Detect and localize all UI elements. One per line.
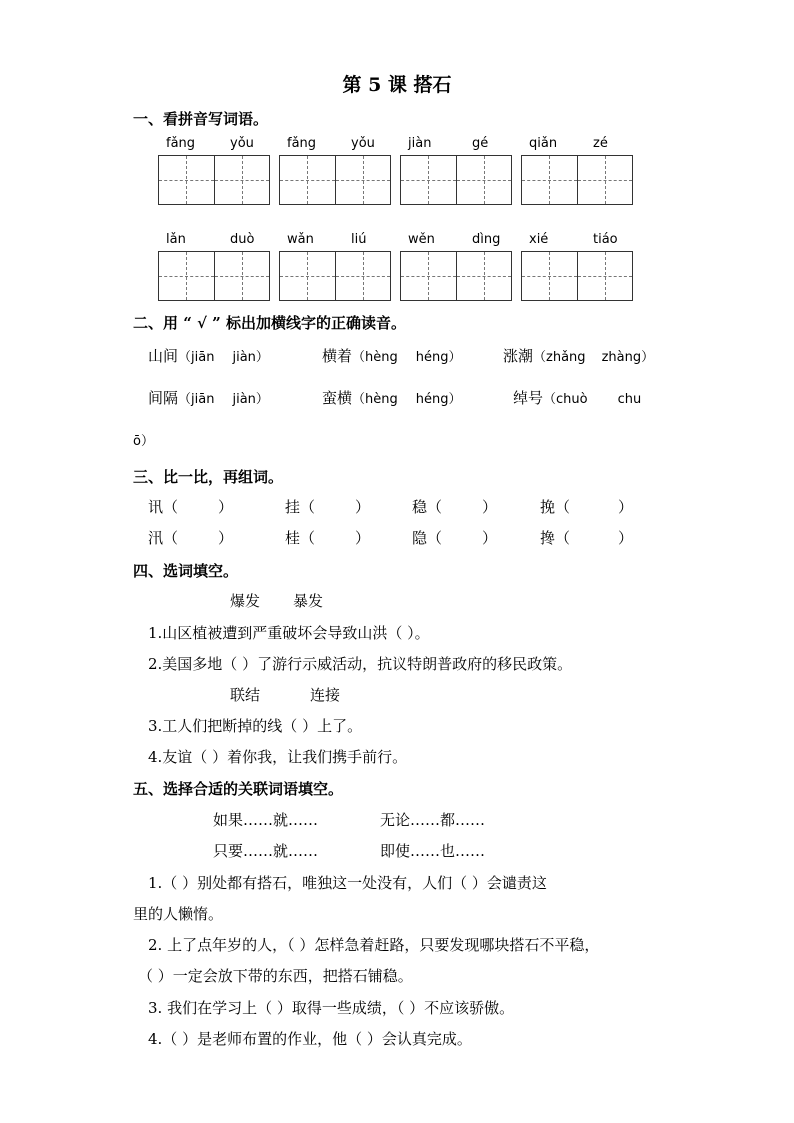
compare-item: 挽（ ） bbox=[540, 498, 634, 516]
pinyin-label: xié bbox=[529, 232, 549, 247]
pinyin-label: gé bbox=[472, 136, 489, 151]
writing-cell[interactable] bbox=[214, 156, 270, 204]
writing-cell[interactable] bbox=[577, 156, 633, 204]
pronunciation-item: 山间（jiān jiàn） bbox=[148, 347, 269, 365]
pinyin-label: yǒu bbox=[351, 136, 375, 151]
compare-item: 搀（ ） bbox=[540, 529, 634, 547]
section3-heading: 三、比一比，再组词。 bbox=[133, 468, 284, 486]
pinyin-label: wěn bbox=[408, 232, 435, 247]
pronunciation-item: 绰号（chuò chu bbox=[513, 389, 642, 407]
pinyin-label: zé bbox=[593, 136, 608, 151]
writing-cell[interactable] bbox=[159, 252, 214, 300]
writing-cell[interactable] bbox=[159, 156, 214, 204]
fill-sentence: 里的人懒惰。 bbox=[133, 905, 224, 923]
page-title: 第 5 课 搭石 bbox=[342, 74, 452, 96]
conjunction-choice: 如果……就…… bbox=[213, 811, 319, 829]
pinyin-label: wǎn bbox=[287, 232, 314, 247]
fill-sentence: 3. 我们在学习上（ ）取得一些成绩，（ ）不应该骄傲。 bbox=[148, 999, 515, 1017]
writing-cell[interactable] bbox=[456, 252, 512, 300]
pinyin-label: duò bbox=[230, 232, 255, 247]
pronunciation-item: 间隔（jiān jiàn） bbox=[148, 389, 269, 407]
writing-grid[interactable] bbox=[279, 155, 391, 205]
writing-grid[interactable] bbox=[279, 251, 391, 301]
writing-cell[interactable] bbox=[522, 156, 577, 204]
pinyin-label: dìng bbox=[472, 232, 501, 247]
writing-grid[interactable] bbox=[400, 155, 512, 205]
word-choice: 暴发 bbox=[293, 592, 324, 610]
pinyin-label: fǎng bbox=[166, 136, 196, 151]
fill-sentence: 4.友谊（ ）着你我，让我们携手前行。 bbox=[148, 748, 408, 766]
pinyin-label: qiǎn bbox=[529, 136, 558, 151]
compare-item: 汛（ ） bbox=[148, 529, 234, 547]
writing-cell[interactable] bbox=[401, 156, 456, 204]
pinyin-label: liú bbox=[351, 232, 367, 247]
writing-cell[interactable] bbox=[456, 156, 512, 204]
pinyin-label: jiàn bbox=[408, 136, 432, 151]
pinyin-label: yǒu bbox=[230, 136, 254, 151]
writing-grid[interactable] bbox=[521, 155, 633, 205]
pinyin-label: lǎn bbox=[166, 232, 186, 247]
writing-grid[interactable] bbox=[158, 251, 270, 301]
pinyin-label: fǎng bbox=[287, 136, 317, 151]
compare-item: 隐（ ） bbox=[412, 529, 498, 547]
writing-cell[interactable] bbox=[214, 252, 270, 300]
writing-grid[interactable] bbox=[521, 251, 633, 301]
fill-sentence: 1.山区植被遭到严重破坏会导致山洪（ ）。 bbox=[148, 624, 430, 642]
fill-sentence: 4.（ ）是老师布置的作业，他（ ）会认真完成。 bbox=[148, 1030, 472, 1048]
writing-cell[interactable] bbox=[280, 156, 335, 204]
pronunciation-wrap: ō） bbox=[133, 434, 154, 449]
writing-cell[interactable] bbox=[280, 252, 335, 300]
conjunction-choice: 只要……就…… bbox=[213, 842, 319, 860]
compare-item: 挂（ ） bbox=[285, 498, 371, 516]
word-choice: 爆发 bbox=[230, 592, 261, 610]
section4-heading: 四、选词填空。 bbox=[133, 562, 239, 580]
section2-heading: 二、用 “ √ ” 标出加横线字的正确读音。 bbox=[133, 314, 407, 332]
section1-heading: 一、看拼音写词语。 bbox=[133, 110, 269, 128]
word-choice: 连接 bbox=[310, 686, 341, 704]
compare-item: 讯（ ） bbox=[148, 498, 234, 516]
fill-sentence: 3.工人们把断掉的线（ ）上了。 bbox=[148, 717, 363, 735]
writing-cell[interactable] bbox=[401, 252, 456, 300]
conjunction-choice: 无论……都…… bbox=[380, 811, 486, 829]
fill-sentence: 2.美国多地（ ）了游行示威活动，抗议特朗普政府的移民政策。 bbox=[148, 655, 573, 673]
writing-cell[interactable] bbox=[335, 156, 391, 204]
writing-cell[interactable] bbox=[335, 252, 391, 300]
writing-grid[interactable] bbox=[400, 251, 512, 301]
pronunciation-item: 横着（hèng héng） bbox=[322, 347, 462, 365]
conjunction-choice: 即使……也…… bbox=[380, 842, 486, 860]
writing-grid[interactable] bbox=[158, 155, 270, 205]
writing-cell[interactable] bbox=[577, 252, 633, 300]
fill-sentence: 1.（ ）别处都有搭石，唯独这一处没有，人们（ ）会谴责这 bbox=[148, 874, 547, 892]
word-choice: 联结 bbox=[230, 686, 261, 704]
pronunciation-item: 蛮横（hèng héng） bbox=[322, 389, 462, 407]
section5-heading: 五、选择合适的关联词语填空。 bbox=[133, 780, 344, 798]
fill-sentence: （ ）一定会放下带的东西，把搭石铺稳。 bbox=[138, 967, 413, 985]
fill-sentence: 2. 上了点年岁的人，（ ）怎样急着赶路，只要发现哪块搭石不平稳， bbox=[148, 936, 600, 954]
compare-item: 桂（ ） bbox=[285, 529, 371, 547]
writing-cell[interactable] bbox=[522, 252, 577, 300]
compare-item: 稳（ ） bbox=[412, 498, 498, 516]
pronunciation-item: 涨潮（zhǎng zhàng） bbox=[503, 347, 655, 365]
pinyin-label: tiáo bbox=[593, 232, 618, 247]
